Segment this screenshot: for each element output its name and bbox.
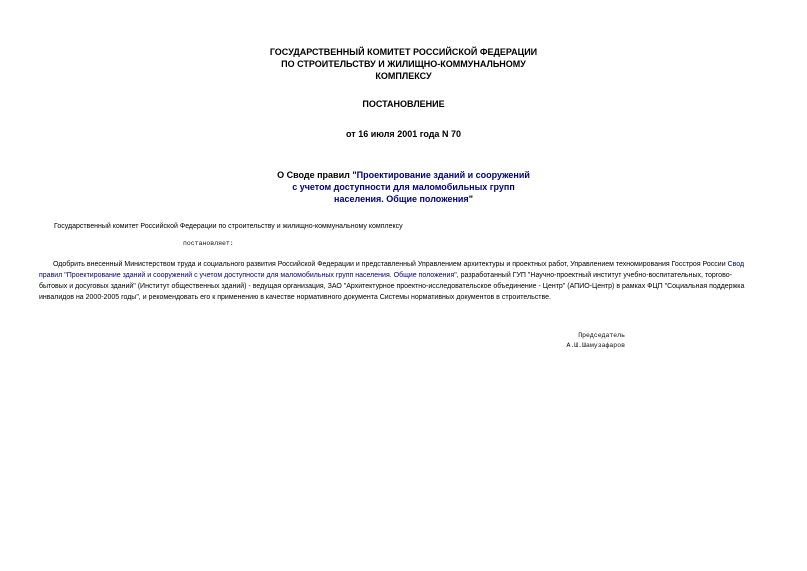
decree-date: от 16 июля 2001 года N 70 (346, 129, 461, 139)
intro-paragraph: Государственный комитет Российской Федерации по строительству и жилищно-коммунальному комплексу (54, 223, 403, 230)
subject-line (0, 193, 807, 205)
signature-block (540, 331, 625, 351)
issuer-heading-line: ГОСУДАРСТВЕННЫЙ КОМИТЕТ РОССИЙСКОЙ ФЕДЕРАЦИИ (269, 47, 538, 57)
issuer-heading (0, 46, 807, 82)
body-text-run: Одобрить внесенный Министерством труда и социального развития Российской Федерации и представленный Управлением архитектуры и проектных работ, Управлением техномирования Госстроя России (53, 261, 728, 268)
body-line (39, 270, 770, 281)
body-line (39, 259, 770, 270)
subject-prefix: О Своде правил " (277, 170, 357, 180)
decree-title: ПОСТАНОВЛЕНИЕ (362, 99, 445, 109)
decree-subject (0, 169, 807, 205)
subject-suffix: " (468, 194, 473, 204)
subject-line (0, 169, 807, 181)
subject-document-link[interactable]: с учетом доступности для маломобильных групп (292, 182, 515, 192)
code-of-rules-link[interactable]: Свод (727, 261, 745, 268)
body-line: бытовых и досуговых зданий" (Институт общественных зданий) - ведущая организация, ЗАО "Архитектурное проектно-исследовательское объединение - Центр" (АПИО-Центр) в рамках ФЦП "Социальная поддержка (39, 283, 745, 290)
body-text-run: , разработанный ГУП "Научно-проектный институт учебно-воспитательных, торгово- (456, 272, 732, 279)
signature-name: А.Ш.Шамузафаров (566, 342, 625, 349)
resolves-word: постановляет: (183, 240, 234, 247)
body-line: инвалидов на 2000-2005 годы", и рекомендовать его к применению в качестве нормативного документа Системы нормативных документов в строительстве. (39, 294, 551, 301)
issuer-heading-line: ПО СТРОИТЕЛЬСТВУ И ЖИЛИЩНО-КОММУНАЛЬНОМУ (281, 59, 526, 69)
decree-body (39, 259, 770, 303)
subject-document-link[interactable]: населения. Общие положения (334, 194, 469, 204)
subject-line (0, 181, 807, 193)
signature-role: Председатель (578, 332, 625, 339)
code-of-rules-link[interactable]: правил "Проектирование зданий и сооружений с учетом доступности для маломобильных групп населения. Общие положения" (39, 272, 457, 279)
subject-document-link[interactable]: Проектирование зданий и сооружений (356, 170, 530, 180)
issuer-heading-line: КОМПЛЕКСУ (375, 71, 432, 81)
